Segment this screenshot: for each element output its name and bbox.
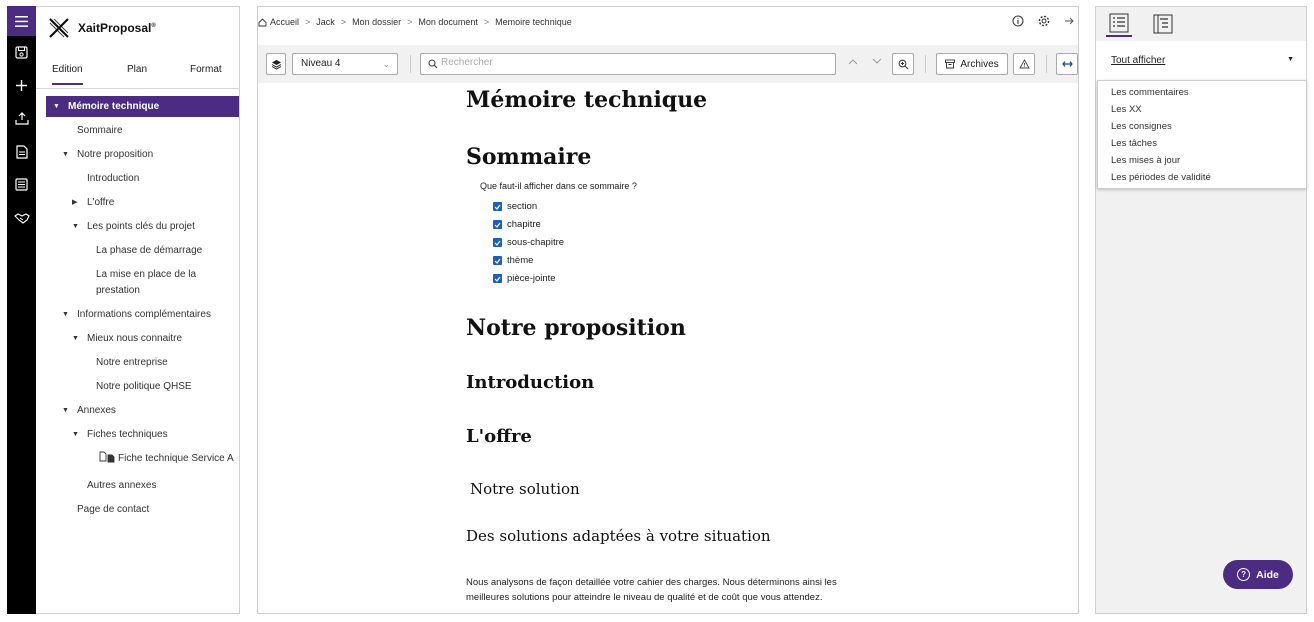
warning-icon: [1019, 59, 1030, 69]
upload-icon: [15, 112, 29, 125]
archive-icon: [945, 59, 955, 69]
menu-icon: [15, 16, 28, 27]
tree-item-mise-en-place-cont[interactable]: prestation: [96, 285, 140, 296]
search-icon: [428, 59, 438, 69]
settings-button[interactable]: [1038, 15, 1050, 27]
warning-button[interactable]: [1013, 53, 1035, 75]
attachment-icon: [99, 451, 116, 463]
toolbar-divider: [1046, 55, 1047, 73]
caret-down-icon[interactable]: ▼: [1287, 56, 1294, 63]
breadcrumb-memoire-technique: Memoire technique: [495, 17, 572, 27]
filter-option-consignes[interactable]: Les consignes: [1111, 121, 1172, 132]
layers-icon: [271, 59, 282, 70]
heading-solutions-adaptees: Des solutions adaptées à votre situation: [466, 527, 771, 545]
tree-item-mieux-nous-connaitre[interactable]: ▼ Mieux nous connaitre: [72, 331, 182, 347]
filter-dropdown: [1097, 80, 1307, 189]
top-icons: [998, 15, 1074, 27]
tab-edition[interactable]: Edition: [52, 64, 83, 85]
paragraph-line: meilleures solutions pour atteindre le niveau de qualité et de coût que vous attendez.: [466, 592, 823, 603]
handshake-button[interactable]: [7, 201, 36, 234]
chevron-down-icon: ⌄: [382, 59, 390, 69]
filter-option-mises-a-jour[interactable]: Les mises à jour: [1111, 155, 1181, 166]
tree-item-notre-proposition[interactable]: ▼ Notre proposition: [62, 147, 153, 163]
arrow-right-icon: [1064, 16, 1074, 26]
sommaire-question: Que faut-il afficher dans ce sommaire ?: [480, 181, 637, 191]
expand-horizontal-icon: [1062, 60, 1073, 68]
help-label: Aide: [1256, 568, 1279, 581]
breadcrumb-jack[interactable]: Jack: [316, 17, 335, 27]
heading-notre-proposition: Notre proposition: [466, 315, 686, 341]
tree-item-autres-annexes[interactable]: Autres annexes: [87, 480, 157, 491]
zoom-search-button[interactable]: [892, 53, 914, 75]
breadcrumb-separator: >: [305, 17, 311, 27]
toolbar-divider: [925, 55, 926, 73]
info-icon: [1012, 15, 1024, 27]
tree-item-memoire-technique[interactable]: ▼ Mémoire technique: [46, 96, 239, 117]
help-button[interactable]: [1223, 560, 1293, 589]
filter-option-taches[interactable]: Les tâches: [1111, 138, 1157, 149]
toolbar-divider: [410, 55, 411, 73]
list-icon: [15, 178, 28, 191]
app-name: XaitProposal®: [78, 21, 156, 35]
xait-logo-icon: [48, 17, 70, 39]
caret-down-icon[interactable]: ▼: [72, 431, 79, 438]
heading-notre-solution: Notre solution: [470, 480, 580, 498]
previous-result-button[interactable]: [848, 57, 858, 68]
filter-select[interactable]: Tout afficher: [1111, 55, 1166, 66]
level-select-value: Niveau 4: [301, 58, 341, 69]
tree-item-fiche-service-a[interactable]: Fiche technique Service A: [99, 451, 234, 467]
brand: [48, 17, 156, 39]
tree-item-points-cles[interactable]: ▼ Les points clés du projet: [72, 219, 195, 235]
tree-item-page-contact[interactable]: Page de contact: [77, 504, 150, 515]
tab-comments-view[interactable]: [1106, 11, 1132, 37]
tab-outline-view[interactable]: [1150, 11, 1176, 37]
tree-item-annexes[interactable]: ▼ Annexes: [62, 403, 116, 419]
checkbox-sous-chapitre[interactable]: sous-chapitre: [493, 237, 564, 248]
document-toolbar: [258, 45, 1078, 83]
document-button[interactable]: [7, 135, 36, 168]
check-icon[interactable]: [493, 220, 502, 229]
navigation-panel: [36, 6, 240, 614]
chevron-down-icon: [872, 58, 882, 65]
caret-down-icon[interactable]: ▼: [53, 103, 60, 110]
tree-item-phase-demarrage[interactable]: La phase de démarrage: [96, 245, 203, 256]
document-icon: [16, 145, 28, 159]
chevron-up-icon: [848, 58, 858, 65]
breadcrumb-separator: >: [407, 17, 413, 27]
heading-sommaire: Sommaire: [466, 144, 592, 170]
save-button[interactable]: [7, 36, 36, 69]
tree-item-infos-complementaires[interactable]: ▼ Informations complémentaires: [62, 307, 211, 323]
checklist-icon: [1109, 13, 1129, 33]
search-input[interactable]: [441, 57, 821, 68]
home-icon: [258, 18, 267, 27]
heading-offre: L'offre: [466, 426, 532, 447]
check-icon[interactable]: [493, 238, 502, 247]
archives-label: Archives: [960, 58, 999, 70]
tab-plan[interactable]: Plan: [127, 64, 148, 75]
body-paragraph: [466, 575, 886, 605]
breadcrumb-separator: >: [483, 17, 490, 27]
checkbox-piece-jointe[interactable]: pièce-jointe: [493, 273, 556, 284]
checkbox-chapitre[interactable]: chapitre: [493, 219, 541, 230]
handshake-icon: [14, 212, 30, 224]
check-icon[interactable]: [493, 256, 502, 265]
breadcrumb-mon-dossier[interactable]: Mon dossier: [352, 17, 402, 27]
plus-icon: [15, 79, 28, 92]
add-button[interactable]: [7, 69, 36, 102]
doc-title: Mémoire technique: [466, 87, 708, 113]
caret-down-icon[interactable]: ▼: [72, 223, 79, 230]
caret-down-icon[interactable]: ▼: [62, 311, 69, 318]
checkbox-theme[interactable]: thème: [493, 255, 533, 266]
search-box[interactable]: [420, 53, 836, 75]
caret-down-icon[interactable]: ▼: [62, 407, 69, 414]
filter-option-commentaires[interactable]: Les commentaires: [1111, 87, 1189, 98]
collapse-right-button[interactable]: [1064, 16, 1074, 26]
caret-right-icon[interactable]: ▶: [72, 199, 78, 206]
upload-button[interactable]: [7, 102, 36, 135]
list-button[interactable]: [7, 168, 36, 201]
outline-icon: [1153, 14, 1173, 34]
tree-item-mise-en-place[interactable]: La mise en place de la: [96, 269, 197, 280]
icon-rail: [7, 6, 36, 614]
tree-item-notre-entreprise[interactable]: Notre entreprise: [96, 357, 168, 368]
right-panel-tabs: [1096, 7, 1306, 41]
caret-down-icon[interactable]: ▼: [72, 335, 79, 342]
checkbox-section[interactable]: section: [493, 201, 537, 212]
breadcrumb-accueil[interactable]: Accueil: [270, 17, 300, 27]
nav-tabs: [36, 61, 240, 89]
check-icon[interactable]: [493, 274, 502, 283]
filter-bar: [1096, 41, 1306, 81]
filter-option-xx[interactable]: Les XX: [1111, 104, 1142, 115]
caret-down-icon[interactable]: ▼: [62, 151, 69, 158]
question-icon: ?: [1237, 568, 1250, 581]
info-button[interactable]: [1012, 15, 1024, 27]
filter-option-periodes-validite[interactable]: Les périodes de validité: [1111, 172, 1211, 183]
heading-introduction: Introduction: [466, 372, 595, 393]
tree-item-offre[interactable]: ▶ L'offre: [72, 195, 114, 211]
tree-item-politique-qhse[interactable]: Notre politique QHSE: [96, 381, 192, 392]
breadcrumb: [258, 17, 572, 27]
breadcrumb-separator: >: [340, 17, 347, 27]
top-bar: [258, 7, 1078, 42]
gear-icon: [1038, 15, 1050, 27]
expand-width-button[interactable]: [1056, 53, 1078, 75]
level-select[interactable]: [292, 53, 398, 75]
document-panel: [257, 6, 1079, 614]
save-icon: [15, 46, 28, 59]
tab-format[interactable]: Format: [190, 64, 222, 75]
zoom-in-icon: [898, 59, 909, 70]
breadcrumb-mon-document[interactable]: Mon document: [418, 17, 478, 27]
paragraph-line: Nous analysons de façon detaillée votre cahier des charges. Nous déterminons ainsi les: [466, 577, 837, 588]
next-result-button[interactable]: [872, 57, 882, 68]
tree-item-introduction[interactable]: Introduction: [87, 173, 140, 184]
tree-item-sommaire[interactable]: Sommaire: [77, 125, 123, 136]
tree-item-fiches-techniques[interactable]: ▼ Fiches techniques: [72, 427, 168, 443]
check-icon[interactable]: [493, 202, 502, 211]
layers-button[interactable]: [266, 53, 286, 75]
archives-button[interactable]: [936, 53, 1008, 75]
menu-button[interactable]: [7, 6, 36, 36]
